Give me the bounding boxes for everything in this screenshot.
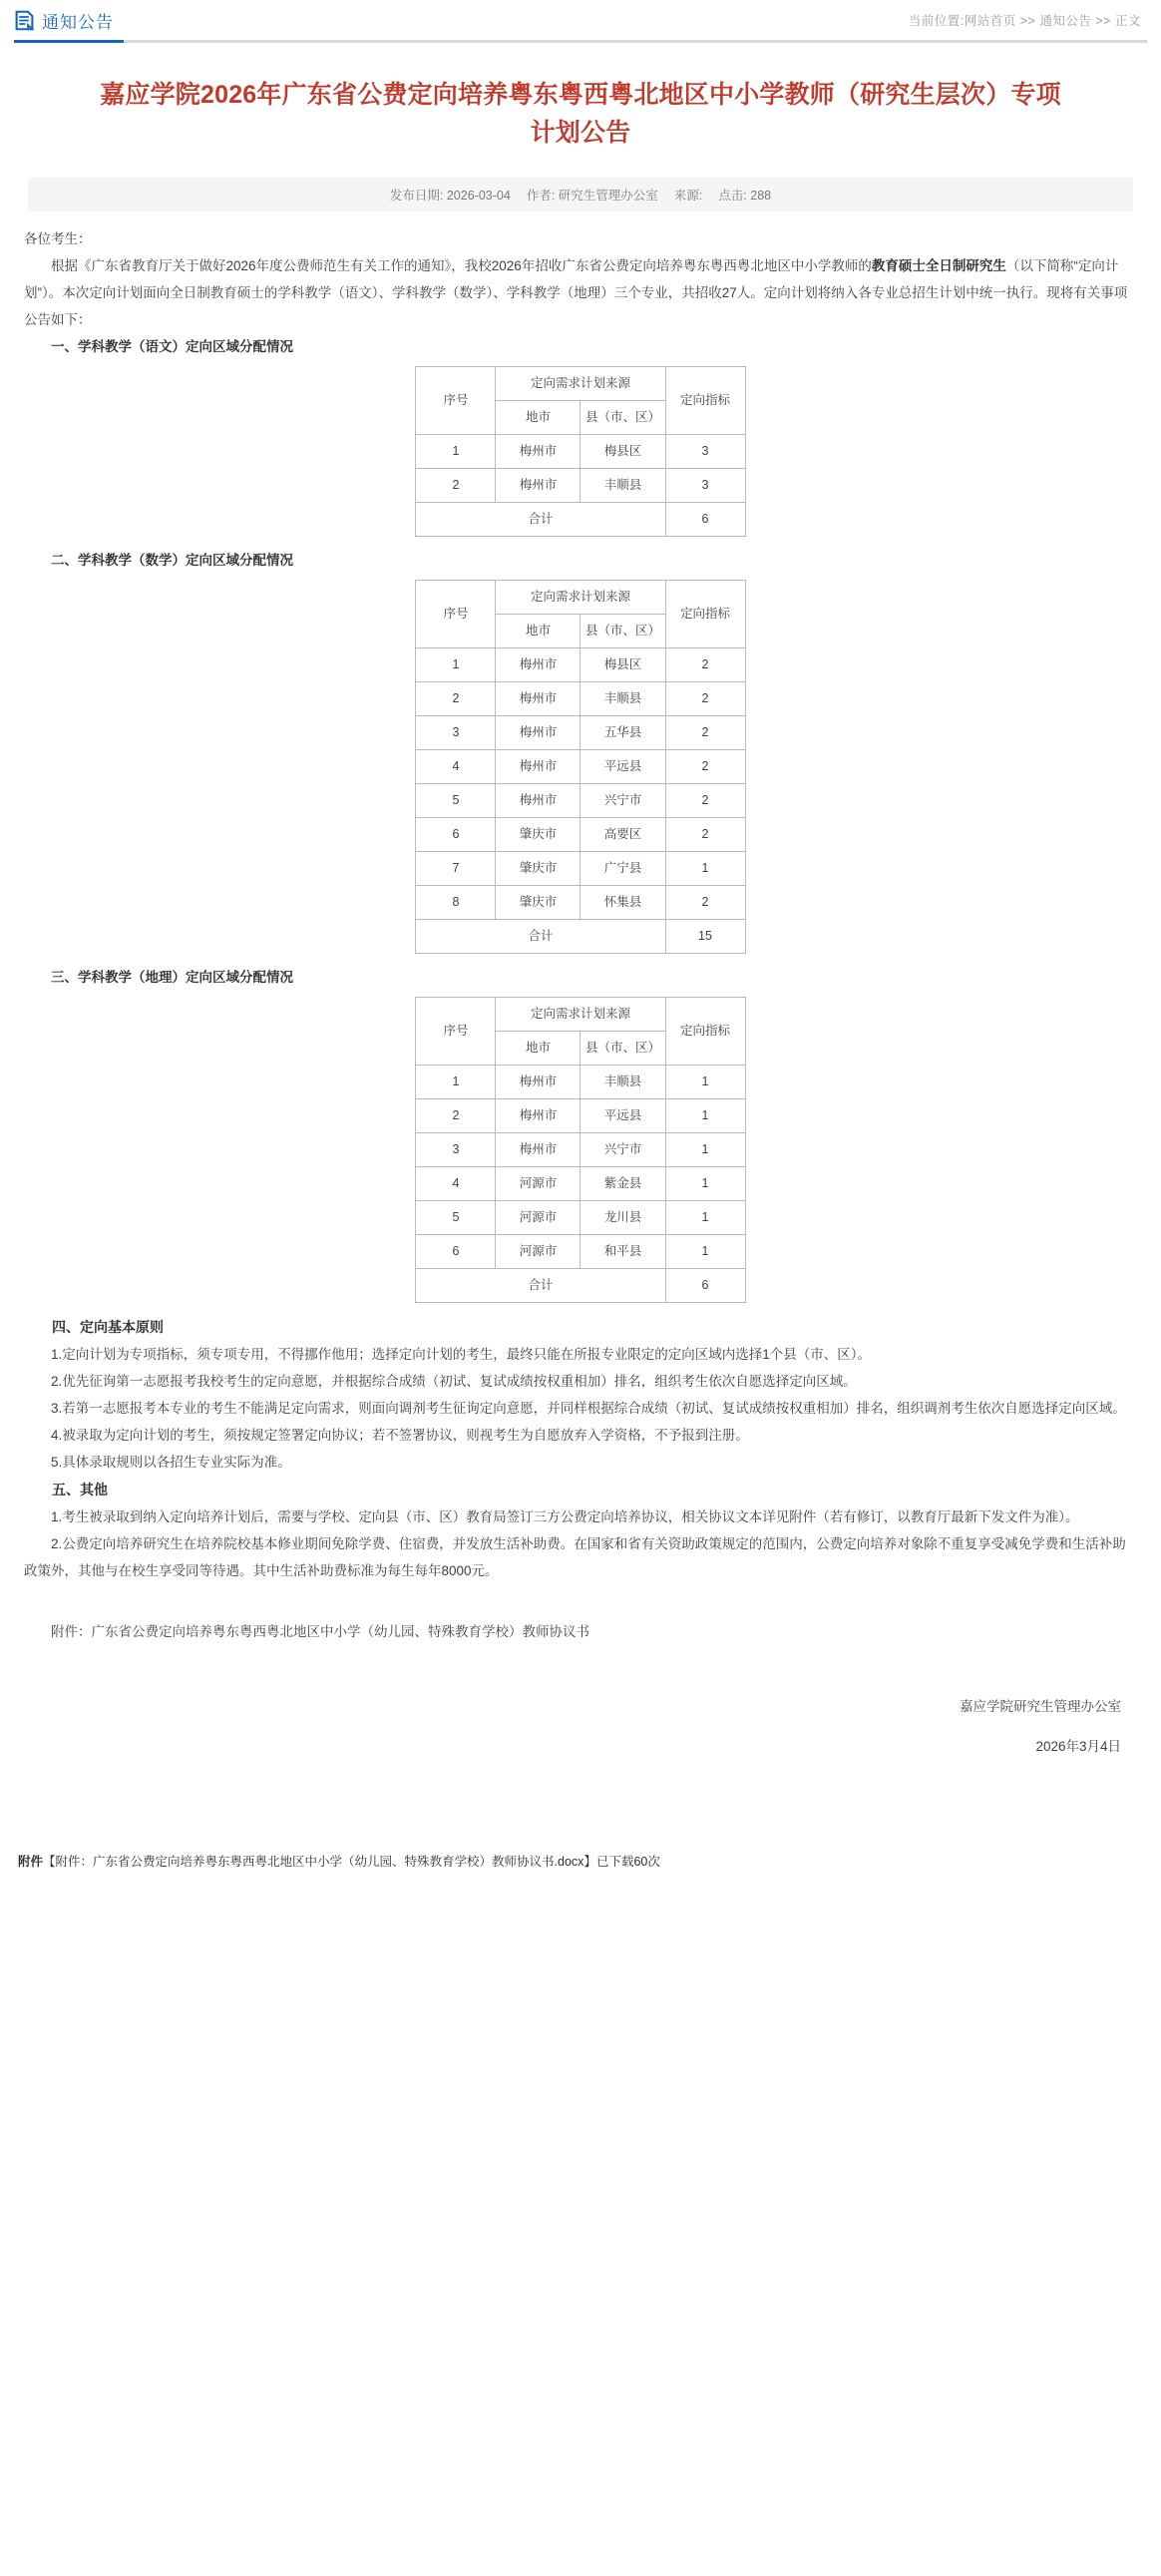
header-cell-no: 序号 — [416, 367, 496, 435]
cell-county: 丰顺县 — [580, 682, 665, 716]
channel-title-group — [14, 8, 114, 33]
cell-city: 河源市 — [496, 1235, 580, 1269]
principles-list — [24, 1341, 1137, 1476]
breadcrumb-section[interactable]: 通知公告 — [1039, 14, 1092, 28]
plan-table-3-holder — [24, 997, 1137, 1303]
signature-block — [0, 1645, 1161, 1760]
section-heading-2: 二、学科教学（数学）定向区域分配情况 — [51, 553, 293, 568]
cell-county: 平远县 — [580, 750, 665, 784]
cell-quota: 3 — [665, 435, 745, 469]
cell-quota: 2 — [665, 682, 745, 716]
plan-table-1-holder — [24, 366, 1137, 537]
cell-city: 肇庆市 — [496, 886, 580, 920]
publish-date-value: 2026-03-04 — [446, 189, 511, 203]
header-cell-quota: 定向指标 — [665, 367, 745, 435]
breadcrumb-home[interactable]: 网站首页 — [964, 14, 1016, 28]
article-body — [0, 212, 1161, 1645]
header-cell-county: 县（市、区） — [580, 1032, 665, 1066]
cell-county: 梅县区 — [580, 435, 665, 469]
cell-quota: 1 — [665, 1167, 745, 1201]
spacer — [24, 1645, 1121, 1679]
cell-quota: 1 — [665, 1133, 745, 1167]
plan-table-3-body — [416, 998, 745, 1303]
cell-county: 丰顺县 — [580, 1066, 665, 1099]
document-icon — [14, 10, 35, 31]
cell-county: 广宁县 — [580, 852, 665, 886]
cell-county: 怀集县 — [580, 886, 665, 920]
table-row — [416, 435, 745, 469]
header-cell-source: 定向需求计划来源 — [496, 998, 665, 1032]
cell-county: 龙川县 — [580, 1201, 665, 1235]
total-label: 合计 — [416, 920, 665, 954]
cell-quota: 3 — [665, 469, 745, 503]
cell-quota: 2 — [665, 784, 745, 818]
cell-county: 梅县区 — [580, 648, 665, 682]
cell-no: 6 — [416, 818, 496, 852]
header-cell-quota: 定向指标 — [665, 998, 745, 1066]
breadcrumb-separator-2: >> — [1095, 14, 1111, 28]
table-row — [416, 750, 745, 784]
plan-table-2-body — [416, 581, 745, 954]
spacer — [24, 1584, 1137, 1618]
principle-item: 4.被录取为定向计划的考生，须按规定签署定向协议；若不签署协议，则视考生为自愿放弃入学资格，不予报到注册。 — [51, 1428, 749, 1443]
cell-no: 2 — [416, 1099, 496, 1133]
author-value: 研究生管理办公室 — [558, 189, 658, 203]
total-label: 合计 — [416, 503, 665, 537]
cell-no: 6 — [416, 1235, 496, 1269]
table-row — [416, 1099, 745, 1133]
cell-quota: 1 — [665, 852, 745, 886]
header-divider — [14, 40, 1147, 43]
cell-city: 梅州市 — [496, 750, 580, 784]
attachment-bar — [0, 1842, 1161, 1886]
cell-no: 1 — [416, 648, 496, 682]
publish-date — [390, 186, 511, 204]
table-total-row — [416, 1269, 745, 1303]
cell-quota: 2 — [665, 886, 745, 920]
cell-city: 肇庆市 — [496, 818, 580, 852]
header-cell-source: 定向需求计划来源 — [496, 581, 665, 615]
table-row — [416, 648, 745, 682]
other-item: 1.考生被录取到纳入定向培养计划后，需要与学校、定向县（市、区）教育局签订三方公费定向培养协议，相关协议文本详见附件（若有修订，以教育厅最新下发文件为准）。 — [51, 1509, 1079, 1524]
intro-part-c: （以下简称“定向计划”）。本次定向计划面向全日制教育硕士的学科教学（语文）、学科教学（数学）、学科教学（地理）三个专业，共招收27人。定向计划将纳入各专业总招生计划中统一执行。现将有关事项公告如下： — [24, 258, 1128, 327]
table-row — [416, 886, 745, 920]
plan-table-1 — [415, 366, 745, 537]
attachment-bracket-open: 【附件： — [43, 1854, 94, 1869]
cell-county: 兴宁市 — [580, 1133, 665, 1167]
breadcrumb — [909, 11, 1147, 29]
cell-city: 梅州市 — [496, 716, 580, 750]
header-cell-no: 序号 — [416, 998, 496, 1066]
table-row — [416, 1235, 745, 1269]
plan-table-1-body — [416, 367, 745, 537]
cell-county: 紫金县 — [580, 1167, 665, 1201]
intro-part-a: 根据《广东省教育厅关于做好2026年度公费师范生有关工作的通知》，我校2026年招收广东省公费定向培养粤东粤西粤北地区中小学教师的 — [51, 258, 872, 273]
cell-no: 2 — [416, 469, 496, 503]
principle-item: 1.定向计划为专项指标，须专项专用，不得挪作他用；选择定向计划的考生，最终只能在所报专业限定的定向区域内选择1个县（市、区）。 — [51, 1347, 872, 1362]
source-label: 来源: — [673, 189, 703, 203]
intro-emphasis: 教育硕士全日制研究生 — [871, 258, 1006, 273]
total-label: 合计 — [416, 1269, 665, 1303]
cell-city: 河源市 — [496, 1167, 580, 1201]
cell-no: 1 — [416, 435, 496, 469]
header-cell-source: 定向需求计划来源 — [496, 367, 665, 401]
cell-no: 4 — [416, 750, 496, 784]
cell-city: 梅州市 — [496, 1099, 580, 1133]
cell-no: 7 — [416, 852, 496, 886]
cell-quota: 1 — [665, 1099, 745, 1133]
cell-quota: 2 — [665, 750, 745, 784]
section-heading-1: 一、学科教学（语文）定向区域分配情况 — [51, 339, 293, 354]
principle-item: 2.优先征询第一志愿报考我校考生的定向意愿，并根据综合成绩（初试、复试成绩按权重相加）排名，组织考生依次自愿选择定向区域。 — [51, 1374, 857, 1389]
header-cell-no: 序号 — [416, 581, 496, 648]
title-zone — [0, 43, 1161, 152]
total-value: 6 — [665, 503, 745, 537]
others-list — [24, 1503, 1137, 1584]
principle-item: 5.具体录取规则以各招生专业实际为准。 — [51, 1455, 291, 1470]
cell-county: 丰顺县 — [580, 469, 665, 503]
cell-county: 兴宁市 — [580, 784, 665, 818]
header-cell-city: 地市 — [496, 615, 580, 648]
table-total-row — [416, 920, 745, 954]
section-heading-3: 三、学科教学（地理）定向区域分配情况 — [51, 970, 293, 985]
attachment-label: 附件 — [18, 1854, 44, 1869]
article-meta-bar — [28, 178, 1133, 212]
table-row — [416, 469, 745, 503]
table-row — [416, 1167, 745, 1201]
plan-table-3 — [415, 997, 745, 1303]
publish-date-label: 发布日期: — [389, 189, 444, 203]
table-header-row — [416, 998, 745, 1032]
author-label: 作者: — [526, 189, 556, 203]
page-title: 嘉应学院2026年广东省公费定向培养粤东粤西粤北地区中小学教师（研究生层次）专项计划公告 — [100, 81, 1061, 147]
click-count-value: 288 — [750, 189, 772, 203]
total-value: 6 — [665, 1269, 745, 1303]
signature-org: 嘉应学院研究生管理办公室 — [960, 1698, 1121, 1714]
principle-item: 3.若第一志愿报考本专业的考生不能满足定向需求，则面向调剂考生征询定向意愿，并同样根据综合成绩（初试、复试成绩按权重相加）排名，组织调剂考生依次自愿选择定向区域。 — [51, 1401, 1126, 1416]
channel-label: 通知公告 — [42, 12, 114, 32]
cell-no: 5 — [416, 1201, 496, 1235]
cell-no: 4 — [416, 1167, 496, 1201]
header-divider-accent — [14, 40, 124, 43]
cell-city: 梅州市 — [496, 784, 580, 818]
table-row — [416, 1133, 745, 1167]
cell-county: 五华县 — [580, 716, 665, 750]
cell-city: 梅州市 — [496, 1066, 580, 1099]
attachment-note: 附件：广东省公费定向培养粤东粤西粤北地区中小学（幼儿园、特殊教育学校）教师协议书 — [51, 1624, 589, 1639]
attachment-download-count: 已下载60次 — [595, 1854, 660, 1869]
header-cell-city: 地市 — [496, 1032, 580, 1066]
author — [527, 186, 658, 204]
cell-quota: 1 — [665, 1235, 745, 1269]
click-count — [718, 186, 771, 204]
cell-quota: 2 — [665, 716, 745, 750]
cell-city: 梅州市 — [496, 1133, 580, 1167]
cell-city: 梅州市 — [496, 648, 580, 682]
section-heading-4: 四、定向基本原则 — [52, 1319, 164, 1335]
attachment-bracket-close: 】 — [583, 1854, 596, 1869]
attachment-file-link[interactable]: 广东省公费定向培养粤东粤西粤北地区中小学（幼儿园、特殊教育学校）教师协议书.docx — [93, 1854, 584, 1869]
plan-table-2 — [415, 580, 745, 954]
intro-paragraph — [24, 252, 1137, 333]
header-cell-county: 县（市、区） — [580, 615, 665, 648]
cell-county: 和平县 — [580, 1235, 665, 1269]
breadcrumb-current: 正文 — [1114, 14, 1141, 28]
spacer — [0, 1774, 1161, 1814]
table-row — [416, 1201, 745, 1235]
cell-no: 3 — [416, 1133, 496, 1167]
cell-city: 梅州市 — [496, 469, 580, 503]
breadcrumb-separator-1: >> — [1019, 14, 1036, 28]
table-row — [416, 818, 745, 852]
header-cell-city: 地市 — [496, 401, 580, 435]
table-header-row — [416, 367, 745, 401]
signature-date: 2026年3月4日 — [1035, 1739, 1121, 1754]
cell-quota: 1 — [665, 1066, 745, 1099]
header-cell-county: 县（市、区） — [580, 401, 665, 435]
table-row — [416, 682, 745, 716]
source — [674, 186, 702, 204]
cell-county: 平远县 — [580, 1099, 665, 1133]
table-row — [416, 784, 745, 818]
cell-no: 2 — [416, 682, 496, 716]
cell-county: 高要区 — [580, 818, 665, 852]
cell-city: 梅州市 — [496, 682, 580, 716]
cell-city: 梅州市 — [496, 435, 580, 469]
cell-quota: 2 — [665, 648, 745, 682]
table-row — [416, 852, 745, 886]
cell-quota: 2 — [665, 818, 745, 852]
cell-no: 8 — [416, 886, 496, 920]
other-item: 2.公费定向培养研究生在培养院校基本修业期间免除学费、住宿费，并发放生活补助费。在国家和省有关资助政策规定的范围内，公费定向培养对象除不重复享受减免学费和生活补助政策外，其他与在校生享受同等待遇。其中生活补助费标准为每生每年8000元。 — [24, 1536, 1126, 1578]
header-cell-quota: 定向指标 — [665, 581, 745, 648]
table-header-row — [416, 581, 745, 615]
cell-no: 1 — [416, 1066, 496, 1099]
breadcrumb-prefix: 当前位置: — [908, 14, 965, 28]
section-heading-5: 五、其他 — [52, 1482, 108, 1498]
cell-quota: 1 — [665, 1201, 745, 1235]
table-row — [416, 1066, 745, 1099]
click-count-label: 点击: — [718, 189, 747, 203]
plan-table-2-holder — [24, 580, 1137, 954]
cell-no: 5 — [416, 784, 496, 818]
table-total-row — [416, 503, 745, 537]
channel-header — [0, 0, 1161, 40]
total-value: 15 — [665, 920, 745, 954]
cell-city: 肇庆市 — [496, 852, 580, 886]
cell-no: 3 — [416, 716, 496, 750]
cell-city: 河源市 — [496, 1201, 580, 1235]
table-row — [416, 716, 745, 750]
salutation: 各位考生： — [24, 231, 92, 246]
